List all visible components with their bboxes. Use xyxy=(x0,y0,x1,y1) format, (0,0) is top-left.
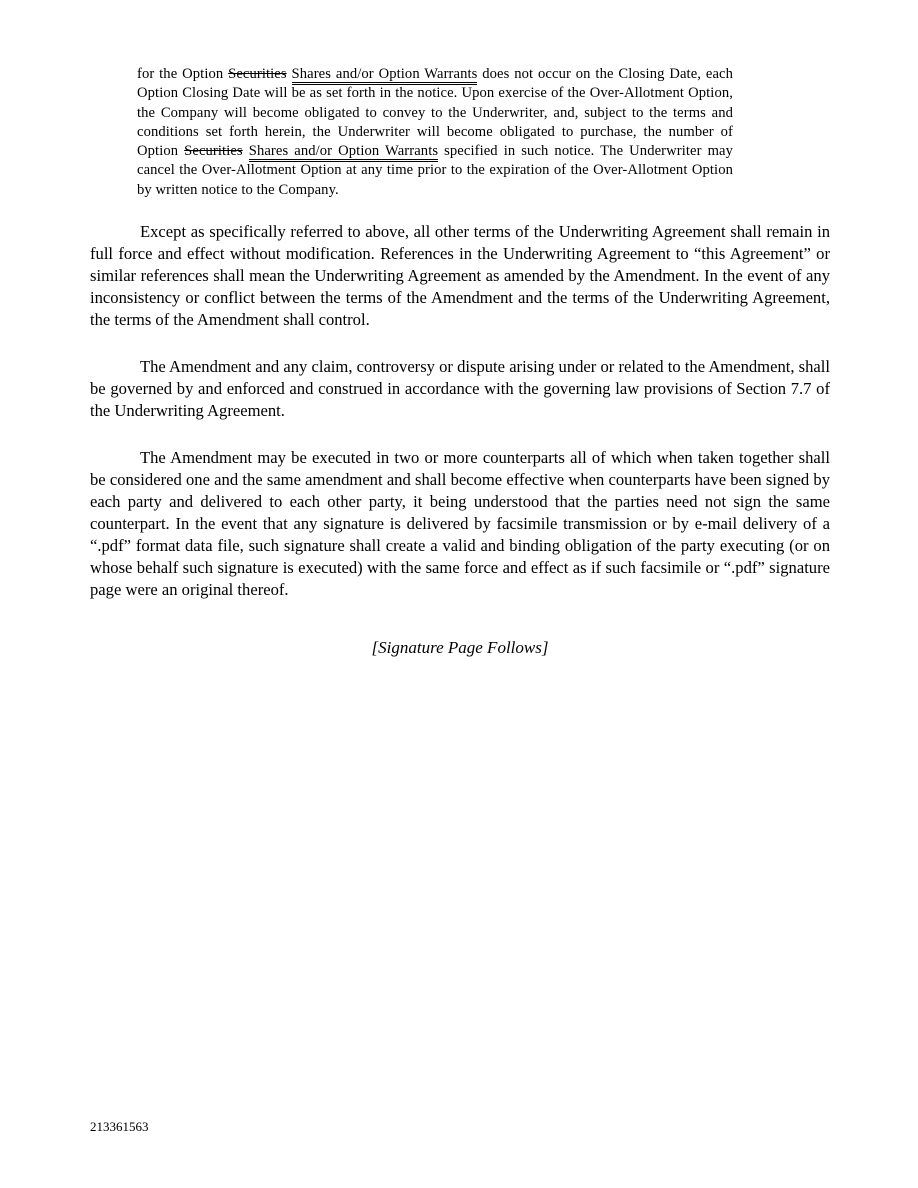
footer-document-number: 213361563 xyxy=(90,1119,149,1134)
paragraph-counterparts: The Amendment may be executed in two or more counterparts all of which when taken together shall be considered one and the same amendment and shall become effective when counterparts have been signed by each party and delivered to each other party, it being understood that the parties need not sign the same counterpart. In the event that any signature is delivered by facsimile transmission or by e-mail delivery of a “.pdf” format data file, such signature shall create a valid and binding obligation of the party executing (or on whose behalf such signature is executed) with the same force and effect as if such facsimile or “.pdf” signature page were an original thereof. xyxy=(90,448,830,600)
indented-paragraph xyxy=(137,65,733,200)
text-segment xyxy=(287,66,292,82)
text-segment xyxy=(243,143,249,159)
paragraph-terms-remain: Except as specifically referred to above, all other terms of the Underwriting Agreement shall remain in full force and effect without modification. References in the Underwriting Agreement to “this Agreement” or similar references shall mean the Underwriting Agreement as amended by the Amendment. In the event of any inconsistency or conflict between the terms of the Amendment and the terms of the Underwriting Agreement, the terms of the Amendment shall control. xyxy=(90,222,830,330)
text-segment: specified in such notice. The Underwriter may cancel the Over-Allotment Option at any time prior to the expiration of the Over-Allotment Option by written notice to the Company. xyxy=(137,143,734,198)
deleted-text: Securities xyxy=(228,66,287,82)
text-segment: does not occur on the Closing Date, each Option Closing Date will be as set forth in the notice. Upon exercise of the Over-Allotment Option, the Company will become obligated to convey to the Underwriter, and, subject to the terms and conditions set forth herein, the Underwriter will become obligated to purchase, the number of Option xyxy=(137,66,734,160)
deleted-text: Securities xyxy=(184,143,243,160)
signature-page-note: [Signature Page Follows] xyxy=(371,638,549,658)
text-segment: for the Option xyxy=(137,66,229,82)
inserted-text: Shares and/or Option Warrants xyxy=(249,143,438,162)
paragraph-governing-law: The Amendment and any claim, controversy or dispute arising under or related to the Amendment, shall be governed by and enforced and construed in accordance with the governing law provisions of Section 7.7 of the Underwriting Agreement. xyxy=(90,357,830,421)
inserted-text: Shares and/or Option Warrants xyxy=(292,66,478,85)
